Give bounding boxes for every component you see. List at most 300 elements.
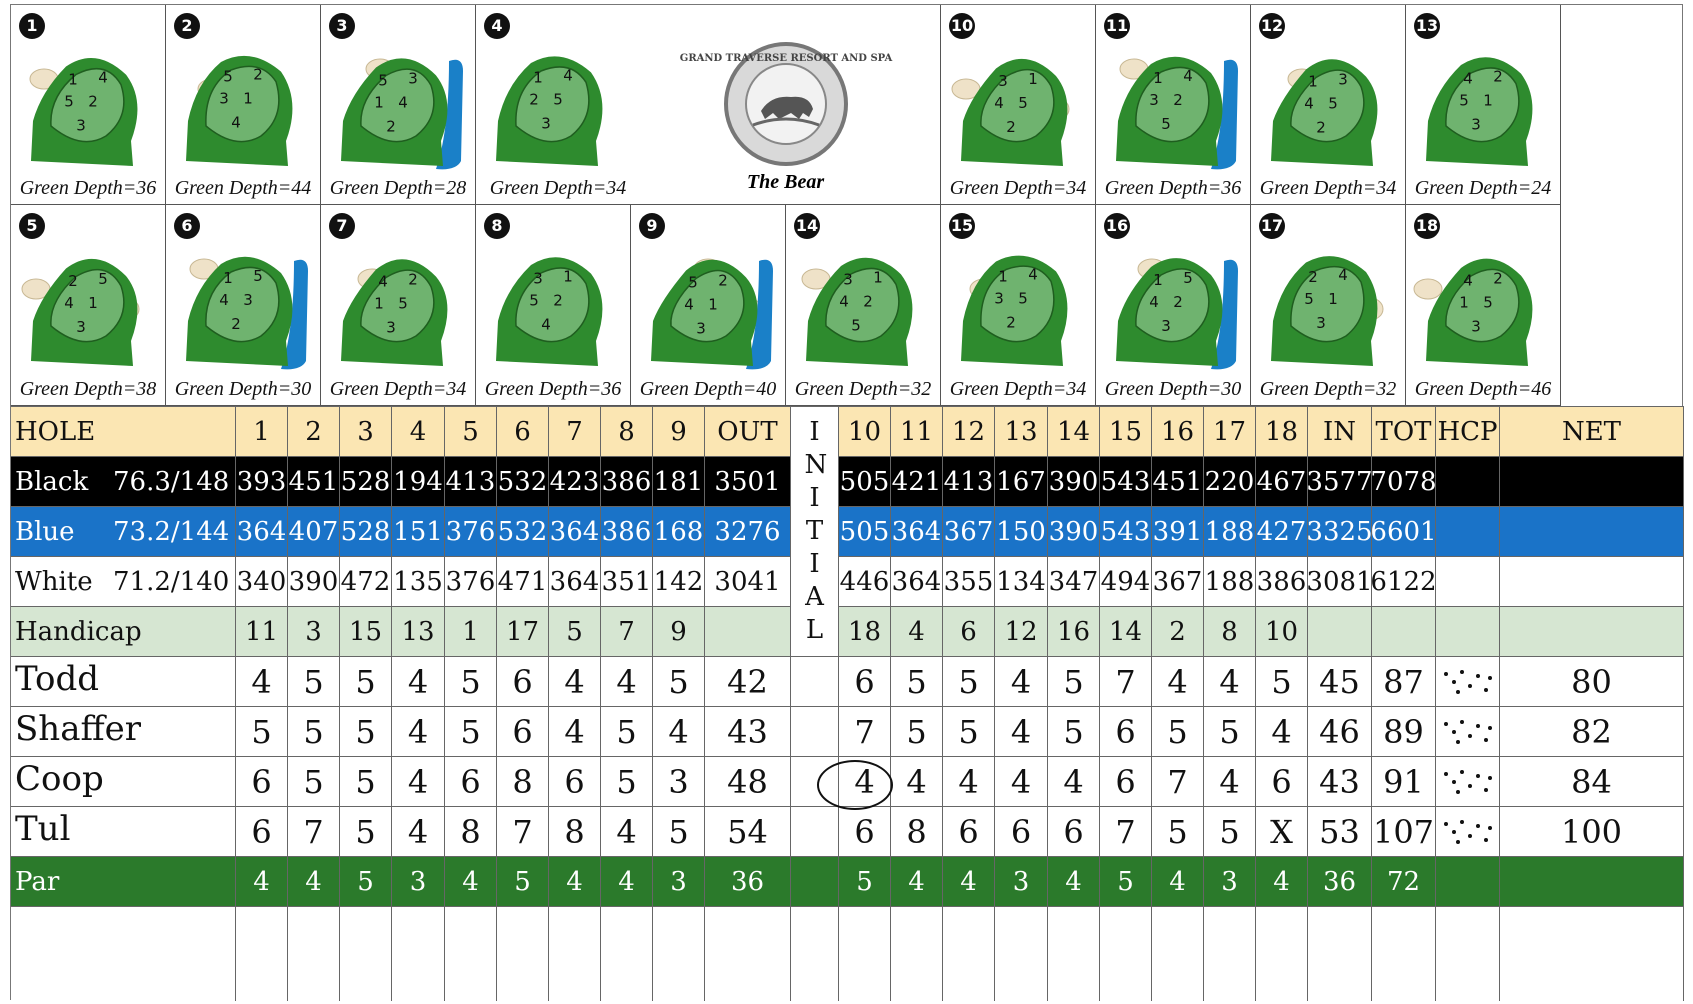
empty-cell[interactable] xyxy=(340,907,392,1001)
par-cell: 4 xyxy=(1256,857,1308,906)
pin-position-label: 3 xyxy=(541,114,551,133)
pin-position-label: 5 xyxy=(253,267,263,285)
player-score-cell[interactable]: 5 xyxy=(288,657,340,706)
pin-position-label: 4 xyxy=(1304,94,1314,113)
player-score-cell[interactable]: 7 xyxy=(839,707,891,756)
pin-position-label: 1 xyxy=(1153,69,1163,87)
player-score-cell[interactable]: 6 xyxy=(995,807,1048,856)
net-cell[interactable] xyxy=(1500,907,1684,1001)
green-depth-label: Green Depth=24 xyxy=(1414,177,1552,199)
player-score-cell[interactable]: 4 xyxy=(392,707,445,756)
player-score-cell[interactable]: 4 xyxy=(392,807,445,856)
green-diagram-icon xyxy=(1261,41,1396,181)
out-total-cell xyxy=(705,607,791,656)
pin-position-label: 5 xyxy=(1328,94,1338,113)
player-score-cell[interactable]: 6 xyxy=(497,707,549,756)
pin-position-label: 5 xyxy=(1183,269,1193,287)
pin-position-label: 5 xyxy=(378,71,388,90)
in-total-cell: 53 xyxy=(1308,807,1372,856)
green-depth-label: Green Depth=34 xyxy=(1259,177,1397,199)
player-score-cell[interactable]: 4 xyxy=(891,757,943,806)
player-score-cell[interactable]: 5 xyxy=(288,707,340,756)
player-score-cell[interactable]: 6 xyxy=(549,757,601,806)
pin-position-label: 4 xyxy=(994,94,1004,112)
yardage-cell: 355 xyxy=(943,557,995,606)
player-score-cell[interactable]: 4 xyxy=(653,707,705,756)
pin-position-label: 3 xyxy=(1149,91,1159,109)
empty-cell[interactable] xyxy=(1048,907,1100,1001)
row-label-text: Shaffer xyxy=(15,709,141,749)
course-logo-panel xyxy=(631,5,941,205)
tee-row-white xyxy=(11,556,1684,606)
player-score-cell[interactable]: 5 xyxy=(891,707,943,756)
player-name xyxy=(11,807,236,856)
pin-position-label: 5 xyxy=(1304,290,1314,308)
green-diagram-icon xyxy=(1416,41,1551,181)
player-score-cell[interactable]: 5 xyxy=(653,807,705,856)
hole-diagram xyxy=(476,5,641,205)
yardage-cell: 528 xyxy=(340,457,392,506)
hole-number-badge: 6 xyxy=(174,213,200,239)
yardage-cell: 494 xyxy=(1100,557,1152,606)
row-label xyxy=(11,507,236,556)
total-cell: 87 xyxy=(1372,657,1436,706)
initial-column-cell xyxy=(791,807,839,856)
hole-number-badge: 18 xyxy=(1414,213,1440,239)
hole-number-cell: 8 xyxy=(601,407,653,456)
yardage-cell: 386 xyxy=(1256,557,1308,606)
pin-position-label: 2 xyxy=(386,117,396,136)
pin-position-label: 4 xyxy=(98,68,108,87)
empty-cell[interactable] xyxy=(392,907,445,1001)
player-score-cell[interactable]: X xyxy=(1256,807,1308,856)
green-depth-label: Green Depth=36 xyxy=(484,378,622,400)
hole-number-badge: 7 xyxy=(329,213,355,239)
blank-row xyxy=(11,906,1684,1001)
handicap-cell: 5 xyxy=(549,607,601,656)
empty-cell[interactable] xyxy=(288,907,340,1001)
player-score-cell[interactable]: 6 xyxy=(497,657,549,706)
yardage-cell: 376 xyxy=(445,507,497,556)
player-score-cell[interactable]: 4 xyxy=(1256,707,1308,756)
yardage-cell: 351 xyxy=(601,557,653,606)
player-score-cell[interactable]: 6 xyxy=(236,807,288,856)
par-cell: 5 xyxy=(497,857,549,906)
par-cell: 3 xyxy=(1204,857,1256,906)
pin-position-label: 2 xyxy=(553,291,563,310)
row-label-text: Black xyxy=(15,466,89,497)
pin-position-label: 3 xyxy=(1471,317,1481,336)
yardage-cell: 505 xyxy=(839,507,891,556)
yardage-cell: 532 xyxy=(497,457,549,506)
handicap-cell: 9 xyxy=(653,607,705,656)
player-score-cell[interactable]: 6 xyxy=(1100,707,1152,756)
net-cell[interactable]: 82 xyxy=(1500,707,1684,756)
player-score-cell[interactable]: 5 xyxy=(340,807,392,856)
player-score-cell[interactable]: 4 xyxy=(392,657,445,706)
player-score-cell[interactable]: 4 xyxy=(943,757,995,806)
hole-number-badge: 12 xyxy=(1259,13,1285,39)
hole-diagram xyxy=(476,205,631,406)
green-depth-label: Green Depth=34 xyxy=(949,378,1087,400)
row-label xyxy=(11,557,236,606)
pin-position-label: 2 xyxy=(1006,118,1016,136)
player-score-cell[interactable]: 5 xyxy=(1204,807,1256,856)
net-cell[interactable]: 100 xyxy=(1500,807,1684,856)
player-score-cell[interactable]: 5 xyxy=(340,707,392,756)
player-score-cell[interactable]: 4 xyxy=(1152,657,1204,706)
hcp-cell xyxy=(1436,607,1500,656)
green-diagram-icon xyxy=(951,41,1086,181)
green-depth-label: Green Depth=40 xyxy=(639,378,777,400)
yardage-cell: 168 xyxy=(653,507,705,556)
yardage-cell: 340 xyxy=(236,557,288,606)
pin-position-label: 1 xyxy=(374,294,384,313)
empty-cell[interactable] xyxy=(1152,907,1204,1001)
player-score-cell[interactable]: 6 xyxy=(1048,807,1100,856)
par-cell: 4 xyxy=(943,857,995,906)
pin-position-label: 3 xyxy=(386,318,396,337)
player-score-cell[interactable]: 8 xyxy=(891,807,943,856)
tee-rating: 76.3/148 xyxy=(113,466,230,497)
out-total-cell: 48 xyxy=(705,757,791,806)
green-depth-label: Green Depth=30 xyxy=(174,378,312,400)
player-score-cell[interactable]: 8 xyxy=(445,807,497,856)
in-total-cell xyxy=(1308,607,1372,656)
pin-position-label: 2 xyxy=(231,315,241,333)
initial-text: INITIAL xyxy=(804,417,828,645)
hole-diagram xyxy=(786,205,941,406)
green-diagram-icon xyxy=(21,41,156,181)
pin-position-label: 3 xyxy=(1338,70,1348,89)
player-score-cell[interactable]: 7 xyxy=(497,807,549,856)
empty-cell[interactable] xyxy=(653,907,705,1001)
player-score-cell[interactable]: 5 xyxy=(236,707,288,756)
hole-number-badge: 11 xyxy=(1104,13,1130,39)
player-score-cell[interactable]: 6 xyxy=(236,757,288,806)
pin-position-label: 4 xyxy=(1149,293,1159,311)
net-cell[interactable]: 80 xyxy=(1500,657,1684,706)
player-score-cell[interactable]: 6 xyxy=(445,757,497,806)
empty-cell[interactable] xyxy=(601,907,653,1001)
yardage-cell: 532 xyxy=(497,507,549,556)
player-score-cell[interactable]: 3 xyxy=(653,757,705,806)
pin-position-label: 5 xyxy=(529,291,539,310)
pin-position-label: 3 xyxy=(408,69,418,88)
player-score-cell[interactable]: 6 xyxy=(839,657,891,706)
yardage-cell: 427 xyxy=(1256,507,1308,556)
net-cell xyxy=(1500,457,1684,506)
player-score-cell[interactable]: 4 xyxy=(995,657,1048,706)
pin-position-label: 3 xyxy=(843,270,853,289)
yardage-cell: 390 xyxy=(1048,457,1100,506)
pin-position-label: 1 xyxy=(243,89,253,108)
green-depth-label: Green Depth=32 xyxy=(794,378,932,400)
hcp-cell: HCP xyxy=(1436,407,1500,456)
pin-position-label: 5 xyxy=(98,270,108,288)
player-score-cell[interactable]: 4 xyxy=(392,757,445,806)
player-score-cell[interactable]: 5 xyxy=(601,757,653,806)
hole-diagram xyxy=(321,5,476,205)
pin-position-label: 3 xyxy=(219,89,229,108)
player-score-cell[interactable]: 7 xyxy=(1100,657,1152,706)
pin-position-label: 1 xyxy=(873,268,883,287)
player-score-cell[interactable]: 4 xyxy=(601,807,653,856)
hole-number-cell: 6 xyxy=(497,407,549,456)
hole-number-cell: 12 xyxy=(943,407,995,456)
hole-number-badge: 13 xyxy=(1414,13,1440,39)
out-total-cell: 43 xyxy=(705,707,791,756)
hole-diagram xyxy=(941,5,1096,205)
total-cell: 6122 xyxy=(1372,557,1436,606)
yardage-cell: 413 xyxy=(943,457,995,506)
pin-position-label: 1 xyxy=(223,269,233,287)
pin-position-label: 5 xyxy=(398,294,408,313)
pin-position-label: 1 xyxy=(1153,271,1163,289)
hole-number-badge: 14 xyxy=(794,213,820,239)
par-row xyxy=(11,856,1684,906)
pin-position-label: 4 xyxy=(1463,271,1473,290)
tee-rating: 73.2/144 xyxy=(113,516,230,547)
pin-position-label: 4 xyxy=(1183,67,1193,85)
green-depth-label: Green Depth=34 xyxy=(329,378,467,400)
pin-position-label: 4 xyxy=(1028,265,1038,284)
player-score-cell[interactable]: 4 xyxy=(549,707,601,756)
pin-position-label: 3 xyxy=(76,318,86,336)
yardage-cell: 364 xyxy=(891,507,943,556)
pin-position-label: 2 xyxy=(1173,91,1183,109)
green-diagram-icon xyxy=(486,241,621,381)
player-score-cell[interactable]: 8 xyxy=(549,807,601,856)
hole-number-cell: 7 xyxy=(549,407,601,456)
pin-position-label: 3 xyxy=(1316,314,1326,332)
hcp-cell[interactable] xyxy=(1436,807,1500,856)
player-score-cell[interactable]: 5 xyxy=(1152,707,1204,756)
pin-position-label: 3 xyxy=(1161,317,1171,335)
pin-position-label: 5 xyxy=(1459,91,1469,110)
yardage-cell: 364 xyxy=(549,557,601,606)
hole-number-cell: 14 xyxy=(1048,407,1100,456)
player-score-cell[interactable]: 5 xyxy=(445,657,497,706)
empty-cell[interactable] xyxy=(995,907,1048,1001)
par-cell: 5 xyxy=(340,857,392,906)
player-score-cell[interactable]: 5 xyxy=(891,657,943,706)
total-cell: 72 xyxy=(1372,857,1436,906)
empty-cell[interactable] xyxy=(445,907,497,1001)
row-label-text: HOLE xyxy=(15,416,96,447)
green-depth-label: Green Depth=32 xyxy=(1259,378,1397,400)
total-cell: 6601 xyxy=(1372,507,1436,556)
yardage-cell: 543 xyxy=(1100,457,1152,506)
handicap-cell: 4 xyxy=(891,607,943,656)
header-row xyxy=(11,406,1684,456)
empty-cell[interactable] xyxy=(891,907,943,1001)
pin-position-label: 3 xyxy=(76,116,86,135)
player-score-cell[interactable]: 5 xyxy=(340,757,392,806)
net-cell xyxy=(1500,557,1684,606)
pin-position-label: 2 xyxy=(1308,268,1318,286)
empty-cell[interactable] xyxy=(839,907,891,1001)
hole-number-badge: 16 xyxy=(1104,213,1130,239)
yardage-cell: 167 xyxy=(995,457,1048,506)
pin-position-label: 5 xyxy=(64,92,74,111)
player-score-cell[interactable]: 7 xyxy=(1100,807,1152,856)
hcp-cell[interactable] xyxy=(1436,907,1500,1001)
handicap-row xyxy=(11,606,1684,656)
player-score-cell[interactable]: 4 xyxy=(1048,757,1100,806)
hole-number-badge: 15 xyxy=(949,213,975,239)
pin-position-label: 2 xyxy=(529,90,539,109)
player-score-cell[interactable]: 6 xyxy=(943,807,995,856)
yardage-cell: 364 xyxy=(891,557,943,606)
hole-number-cell: 18 xyxy=(1256,407,1308,456)
player-score-cell[interactable]: 7 xyxy=(1152,757,1204,806)
player-score-cell[interactable]: 6 xyxy=(839,807,891,856)
initial-column-label xyxy=(791,407,839,656)
pin-position-label: 1 xyxy=(563,267,573,286)
row-label-text: White xyxy=(15,566,93,597)
hcp-cell[interactable] xyxy=(1436,707,1500,756)
player-score-cell[interactable]: 8 xyxy=(497,757,549,806)
total-cell xyxy=(1372,907,1436,1001)
pin-position-label: 4 xyxy=(378,272,388,291)
player-score-cell[interactable]: 4 xyxy=(839,757,891,806)
player-score-cell[interactable]: 4 xyxy=(601,657,653,706)
player-score-cell[interactable]: 5 xyxy=(943,657,995,706)
green-depth-label: Green Depth=36 xyxy=(1104,177,1242,199)
player-score-cell[interactable]: 5 xyxy=(1256,657,1308,706)
hole-number-cell: 11 xyxy=(891,407,943,456)
hole-number-badge: 17 xyxy=(1259,213,1285,239)
green-depth-label: Green Depth=34 xyxy=(489,177,627,199)
handicap-cell: 2 xyxy=(1152,607,1204,656)
yardage-cell: 386 xyxy=(601,507,653,556)
handicap-cell: 3 xyxy=(288,607,340,656)
player-score-cell[interactable]: 5 xyxy=(601,707,653,756)
in-total-cell: 3325 xyxy=(1308,507,1372,556)
total-cell: TOT xyxy=(1372,407,1436,456)
green-depth-label: Green Depth=36 xyxy=(19,177,157,199)
yardage-cell: 150 xyxy=(995,507,1048,556)
player-score-cell[interactable]: 5 xyxy=(943,707,995,756)
par-cell: 5 xyxy=(1100,857,1152,906)
pin-position-label: 3 xyxy=(533,269,543,288)
par-cell: 4 xyxy=(549,857,601,906)
player-score-cell[interactable]: 5 xyxy=(1048,707,1100,756)
yardage-cell: 423 xyxy=(549,457,601,506)
empty-cell[interactable] xyxy=(1100,907,1152,1001)
out-total-cell: 3501 xyxy=(705,457,791,506)
pin-position-label: 4 xyxy=(1338,266,1348,284)
empty-cell[interactable] xyxy=(497,907,549,1001)
player-score-cell[interactable]: 4 xyxy=(1204,757,1256,806)
yardage-cell: 151 xyxy=(392,507,445,556)
pin-position-label: 1 xyxy=(533,68,543,87)
green-diagram-icon xyxy=(331,241,466,381)
hole-number-cell: 15 xyxy=(1100,407,1152,456)
green-diagram-icon xyxy=(486,41,621,181)
hole-diagram xyxy=(166,5,321,205)
out-total-cell: 54 xyxy=(705,807,791,856)
par-cell: 4 xyxy=(1152,857,1204,906)
player-score-cell[interactable]: 5 xyxy=(653,657,705,706)
handicap-cell: 7 xyxy=(601,607,653,656)
empty-cell[interactable] xyxy=(943,907,995,1001)
net-cell[interactable]: 84 xyxy=(1500,757,1684,806)
yardage-cell: 471 xyxy=(497,557,549,606)
handicap-cell: 6 xyxy=(943,607,995,656)
in-total-cell: 3081 xyxy=(1308,557,1372,606)
pin-position-label: 1 xyxy=(88,294,98,312)
green-diagram-icon xyxy=(796,241,931,381)
yardage-cell: 188 xyxy=(1204,507,1256,556)
player-score-cell[interactable]: 4 xyxy=(1204,657,1256,706)
hole-number-cell: 3 xyxy=(340,407,392,456)
pin-position-label: 2 xyxy=(1173,293,1183,311)
hole-number-badge: 5 xyxy=(19,213,45,239)
pin-position-label: 2 xyxy=(408,270,418,289)
par-cell: 4 xyxy=(891,857,943,906)
yardage-cell: 528 xyxy=(340,507,392,556)
hole-number-cell: 1 xyxy=(236,407,288,456)
hcp-cell[interactable] xyxy=(1436,657,1500,706)
pin-position-label: 5 xyxy=(688,273,698,292)
row-label-text: Par xyxy=(15,866,60,897)
total-cell: 7078 xyxy=(1372,457,1436,506)
net-cell xyxy=(1500,507,1684,556)
player-score-cell[interactable]: 5 xyxy=(445,707,497,756)
yardage-cell: 407 xyxy=(288,507,340,556)
player-score-cell[interactable]: 5 xyxy=(288,757,340,806)
player-score-cell[interactable]: 6 xyxy=(1256,757,1308,806)
player-score-cell[interactable]: 6 xyxy=(1100,757,1152,806)
pin-position-label: 1 xyxy=(1483,91,1493,110)
pin-position-label: 3 xyxy=(1471,115,1481,134)
in-total-cell: 46 xyxy=(1308,707,1372,756)
player-score-cell[interactable]: 4 xyxy=(995,757,1048,806)
hole-number-cell: 4 xyxy=(392,407,445,456)
row-label xyxy=(11,907,236,1001)
player-score-cell[interactable]: 4 xyxy=(549,657,601,706)
empty-cell[interactable] xyxy=(236,907,288,1001)
circled-score-mark xyxy=(817,760,893,810)
empty-cell[interactable] xyxy=(1256,907,1308,1001)
player-score-cell[interactable]: 5 xyxy=(1048,657,1100,706)
logo-text: GRAND TRAVERSE RESORT AND SPA xyxy=(679,53,893,64)
net-cell: NET xyxy=(1500,407,1684,456)
hole-diagram xyxy=(631,205,786,406)
player-score-cell[interactable]: 5 xyxy=(1204,707,1256,756)
player-score-cell[interactable]: 5 xyxy=(1152,807,1204,856)
in-total-cell: 3577 xyxy=(1308,457,1372,506)
pin-position-label: 1 xyxy=(708,295,718,314)
player-score-cell[interactable]: 5 xyxy=(340,657,392,706)
player-score-cell[interactable]: 4 xyxy=(995,707,1048,756)
player-score-cell[interactable]: 4 xyxy=(236,657,288,706)
pin-position-label: 4 xyxy=(219,291,229,309)
empty-cell[interactable] xyxy=(549,907,601,1001)
hcp-cell[interactable] xyxy=(1436,757,1500,806)
out-total-cell: 36 xyxy=(705,857,791,906)
empty-cell[interactable] xyxy=(1204,907,1256,1001)
initial-column-cell xyxy=(791,857,839,906)
player-score-cell[interactable]: 7 xyxy=(288,807,340,856)
hcp-cell xyxy=(1436,457,1500,506)
hole-diagram xyxy=(1096,5,1251,205)
handicap-dots-icon xyxy=(1440,664,1496,700)
hole-diagram xyxy=(1096,205,1251,406)
row-label xyxy=(11,457,236,506)
